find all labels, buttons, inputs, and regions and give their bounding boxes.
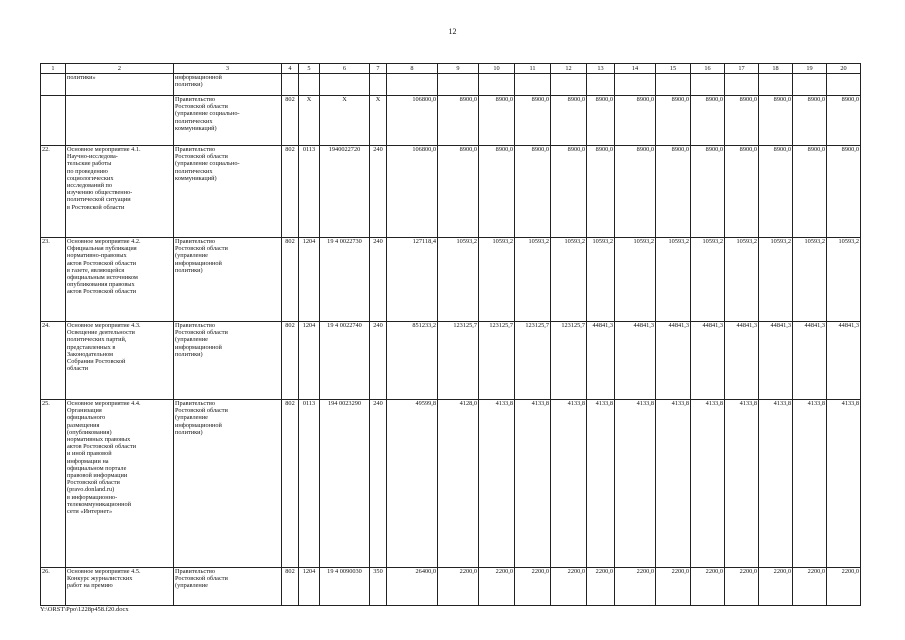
amount-cell [615, 238, 656, 322]
amount-cell-text: 2200,0 [705, 568, 723, 575]
expense-type-cell [370, 96, 387, 146]
amount-cell-text: 44841,3 [592, 322, 613, 329]
amount-cell-text: 44841,3 [668, 322, 689, 329]
amount-cell-text: 10593,2 [633, 238, 654, 245]
amount-cell-text: 10593,2 [456, 238, 477, 245]
event-name-cell [66, 400, 174, 568]
ministry-code-cell [282, 400, 299, 568]
ministry-code-cell [282, 568, 299, 606]
amount-cell [387, 146, 438, 238]
amount-cell [793, 322, 827, 400]
amount-cell-text: 8900,0 [841, 96, 859, 103]
executor-cell-text: Правительство Ростовской области (управление информационной политики) [175, 322, 228, 358]
amount-cell-text: 851233,2 [412, 322, 436, 329]
expense-type-cell [370, 74, 387, 96]
target-article-cell-text: 19 4 0090030 [327, 568, 362, 575]
row-number-cell-text: 26. [42, 568, 50, 575]
ministry-code-cell-text: 802 [285, 322, 295, 329]
column-number-1: 1 [41, 64, 66, 74]
amount-cell-text: 10593,2 [702, 238, 723, 245]
amount-cell-text: 8900,0 [773, 96, 791, 103]
amount-cell [759, 96, 793, 146]
amount-cell-text: 10593,2 [838, 238, 859, 245]
amount-cell [725, 322, 759, 400]
amount-cell-text: 2200,0 [567, 568, 585, 575]
amount-cell [691, 238, 725, 322]
event-name-cell-text: Основное мероприятие 4.3. Освещение деятельности политических партий, представленных в Законодательном Собрании Ростовской области [67, 322, 141, 373]
expense-type-cell-text: 240 [373, 400, 383, 407]
section-code-cell [299, 96, 320, 146]
executor-cell [174, 238, 282, 322]
row-number-cell-text: 23. [42, 238, 50, 245]
target-article-cell-text: 194 0023290 [327, 400, 362, 407]
amount-cell [387, 322, 438, 400]
amount-cell [551, 238, 587, 322]
amount-cell-text: 8900,0 [567, 146, 585, 153]
amount-cell [725, 400, 759, 568]
amount-cell [827, 96, 861, 146]
event-name-cell [66, 146, 174, 238]
amount-cell [691, 568, 725, 606]
amount-cell [827, 400, 861, 568]
amount-cell-text: 10593,2 [492, 238, 513, 245]
event-name-cell [66, 238, 174, 322]
amount-cell [551, 96, 587, 146]
event-name-cell-text: Основное мероприятие 4.2. Официальная публикация нормативно-правовых актов Ростовской области в газете, являющейся официальным источником опубликования правовых актов Ростовской области [67, 238, 141, 296]
amount-cell-text: 8900,0 [636, 146, 654, 153]
amount-cell [827, 74, 861, 96]
amount-cell [587, 400, 615, 568]
amount-cell [551, 400, 587, 568]
section-code-cell [299, 146, 320, 238]
event-name-cell [66, 96, 174, 146]
amount-cell [551, 322, 587, 400]
section-code-cell-text: 1204 [302, 238, 316, 245]
amount-cell [479, 74, 515, 96]
amount-cell [656, 146, 691, 238]
target-article-cell-text: X [342, 96, 347, 103]
row-number-cell [41, 146, 66, 238]
amount-cell-text: 4133,8 [595, 400, 613, 407]
executor-cell [174, 96, 282, 146]
amount-cell [793, 400, 827, 568]
amount-cell-text: 4133,8 [495, 400, 513, 407]
amount-cell-text: 8900,0 [705, 146, 723, 153]
amount-cell-text: 44841,3 [838, 322, 859, 329]
amount-cell-text: 44841,3 [633, 322, 654, 329]
amount-cell-text: 8900,0 [739, 96, 757, 103]
amount-cell [725, 146, 759, 238]
column-number-row [41, 64, 861, 74]
ministry-code-cell [282, 322, 299, 400]
amount-cell-text: 123125,7 [453, 322, 477, 329]
amount-cell-text: 8900,0 [459, 146, 477, 153]
amount-cell [515, 400, 551, 568]
section-code-cell-text: 0113 [302, 400, 316, 407]
amount-cell-text: 4133,8 [705, 400, 723, 407]
amount-cell [515, 146, 551, 238]
amount-cell-text: 8900,0 [459, 96, 477, 103]
amount-cell [725, 74, 759, 96]
expense-type-cell-text: 240 [373, 238, 383, 245]
amount-cell-text: 8900,0 [495, 146, 513, 153]
amount-cell-text: 8900,0 [739, 146, 757, 153]
amount-cell [479, 238, 515, 322]
column-number-16: 16 [691, 64, 725, 74]
amount-cell-text: 8900,0 [531, 96, 549, 103]
column-number-13: 13 [587, 64, 615, 74]
amount-cell-text: 10593,2 [736, 238, 757, 245]
amount-cell [793, 568, 827, 606]
amount-cell-text: 8900,0 [807, 146, 825, 153]
amount-cell [587, 74, 615, 96]
amount-cell-text: 123125,7 [561, 322, 585, 329]
amount-cell-text: 10593,2 [668, 238, 689, 245]
amount-cell-text: 10593,2 [528, 238, 549, 245]
column-number-2: 2 [66, 64, 174, 74]
amount-cell [551, 74, 587, 96]
amount-cell [515, 74, 551, 96]
event-name-cell-text: Основное мероприятие 4.4. Организация официального размещения (опубликования) нормативных правовых актов Ростовской области и иной правовой информации на официальном портале правовой информации Ростовской области (pravo.donland.ru) в информационно- телекоммуникационной сети «Интернет» [67, 400, 141, 516]
target-article-cell [320, 568, 370, 606]
amount-cell-text: 106800,0 [412, 96, 436, 103]
amount-cell-text: 4133,8 [567, 400, 585, 407]
amount-cell [691, 400, 725, 568]
column-number-8: 8 [387, 64, 438, 74]
section-code-cell-text: 1204 [302, 322, 316, 329]
target-article-cell-text: 19 4 0022740 [327, 322, 362, 329]
section-code-cell [299, 74, 320, 96]
expense-type-cell-text: 350 [373, 568, 383, 575]
amount-cell-text: 4133,8 [841, 400, 859, 407]
amount-cell-text: 44841,3 [804, 322, 825, 329]
ministry-code-cell-text: 802 [285, 400, 295, 407]
amount-cell-text: 123125,7 [489, 322, 513, 329]
amount-cell [387, 74, 438, 96]
amount-cell [387, 96, 438, 146]
executor-cell [174, 568, 282, 606]
amount-cell-text: 106800,0 [412, 146, 436, 153]
amount-cell-text: 4133,8 [739, 400, 757, 407]
amount-cell-text: 44841,3 [702, 322, 723, 329]
executor-cell [174, 146, 282, 238]
event-name-cell-text: Основное мероприятие 4.5. Конкурс журналистских работ на премию [67, 568, 141, 590]
ministry-code-cell-text: 802 [285, 568, 295, 575]
column-number-10: 10 [479, 64, 515, 74]
amount-cell [827, 322, 861, 400]
ministry-code-cell [282, 146, 299, 238]
ministry-code-cell-text: 802 [285, 238, 295, 245]
page-number: 12 [448, 27, 457, 36]
amount-cell [479, 568, 515, 606]
amount-cell-text: 49599,8 [415, 400, 436, 407]
ministry-code-cell [282, 96, 299, 146]
amount-cell [615, 322, 656, 400]
event-name-cell [66, 568, 174, 606]
amount-cell-text: 2200,0 [773, 568, 791, 575]
target-article-cell [320, 322, 370, 400]
amount-cell-text: 8900,0 [595, 146, 613, 153]
amount-cell [438, 568, 479, 606]
executor-cell [174, 74, 282, 96]
amount-cell [615, 96, 656, 146]
target-article-cell [320, 238, 370, 322]
amount-cell-text: 8900,0 [595, 96, 613, 103]
table-row [41, 146, 861, 238]
amount-cell [551, 568, 587, 606]
column-number-18: 18 [759, 64, 793, 74]
amount-cell-text: 26400,0 [415, 568, 436, 575]
amount-cell [725, 238, 759, 322]
amount-cell [438, 322, 479, 400]
amount-cell-text: 44841,3 [736, 322, 757, 329]
amount-cell [515, 96, 551, 146]
event-name-cell-text: политики» [67, 74, 96, 81]
column-number-7: 7 [370, 64, 387, 74]
amount-cell [827, 146, 861, 238]
amount-cell [656, 96, 691, 146]
column-number-4: 4 [282, 64, 299, 74]
amount-cell-text: 2200,0 [841, 568, 859, 575]
expense-type-cell [370, 146, 387, 238]
amount-cell [587, 568, 615, 606]
target-article-cell [320, 96, 370, 146]
amount-cell-text: 8900,0 [705, 96, 723, 103]
section-code-cell-text: X [306, 96, 312, 103]
budget-table [40, 63, 861, 606]
executor-cell [174, 322, 282, 400]
amount-cell [759, 322, 793, 400]
amount-cell-text: 2200,0 [807, 568, 825, 575]
amount-cell [725, 96, 759, 146]
executor-cell-text: Правительство Ростовской области (управление информационной политики) [175, 400, 228, 436]
table-row [41, 400, 861, 568]
amount-cell-text: 123125,7 [525, 322, 549, 329]
amount-cell-text: 8900,0 [773, 146, 791, 153]
row-number-cell-text: 25. [42, 400, 50, 407]
amount-cell [691, 322, 725, 400]
amount-cell-text: 8900,0 [807, 96, 825, 103]
target-article-cell-text: 1940022720 [328, 146, 361, 153]
amount-cell [656, 322, 691, 400]
column-number-3: 3 [174, 64, 282, 74]
amount-cell [587, 96, 615, 146]
amount-cell [515, 322, 551, 400]
amount-cell-text: 10593,2 [564, 238, 585, 245]
event-name-cell-text: Основное мероприятие 4.1. Научно-исследова- тельские работы по проведению социологических исследований по изучению общественно- политической ситуации в Ростовской области [67, 146, 141, 211]
amount-cell-text: 4133,8 [671, 400, 689, 407]
amount-cell [587, 322, 615, 400]
expense-type-cell [370, 568, 387, 606]
amount-cell [793, 146, 827, 238]
row-number-cell [41, 322, 66, 400]
amount-cell-text: 4133,8 [773, 400, 791, 407]
column-number-19: 19 [793, 64, 827, 74]
row-number-cell [41, 568, 66, 606]
amount-cell-text: 4133,8 [531, 400, 549, 407]
table-row [41, 74, 861, 96]
amount-cell [793, 74, 827, 96]
amount-cell-text: 2200,0 [636, 568, 654, 575]
executor-cell-text: информационной политики) [175, 74, 222, 89]
target-article-cell [320, 146, 370, 238]
amount-cell [827, 238, 861, 322]
column-number-15: 15 [656, 64, 691, 74]
amount-cell [691, 96, 725, 146]
amount-cell [479, 400, 515, 568]
section-code-cell [299, 568, 320, 606]
amount-cell [759, 146, 793, 238]
amount-cell-text: 2200,0 [595, 568, 613, 575]
amount-cell [656, 238, 691, 322]
amount-cell [793, 238, 827, 322]
column-number-11: 11 [515, 64, 551, 74]
amount-cell-text: 8900,0 [567, 96, 585, 103]
expense-type-cell [370, 400, 387, 568]
ministry-code-cell-text: 802 [285, 96, 295, 103]
amount-cell [438, 74, 479, 96]
column-number-17: 17 [725, 64, 759, 74]
amount-cell-text: 2200,0 [739, 568, 757, 575]
target-article-cell [320, 74, 370, 96]
target-article-cell [320, 400, 370, 568]
amount-cell-text: 8900,0 [495, 96, 513, 103]
ministry-code-cell-text: 802 [285, 146, 295, 153]
column-number-6: 6 [320, 64, 370, 74]
amount-cell [656, 74, 691, 96]
amount-cell [759, 400, 793, 568]
amount-cell [387, 568, 438, 606]
amount-cell [438, 238, 479, 322]
amount-cell [656, 400, 691, 568]
amount-cell [479, 322, 515, 400]
amount-cell-text: 10593,2 [804, 238, 825, 245]
row-number-cell [41, 238, 66, 322]
amount-cell [759, 238, 793, 322]
row-number-cell [41, 96, 66, 146]
amount-cell-text: 127118,4 [412, 238, 436, 245]
amount-cell-text: 2200,0 [459, 568, 477, 575]
table-row [41, 238, 861, 322]
amount-cell-text: 44841,3 [770, 322, 791, 329]
amount-cell-text: 2200,0 [495, 568, 513, 575]
amount-cell-text: 8900,0 [531, 146, 549, 153]
column-number-14: 14 [615, 64, 656, 74]
amount-cell [656, 568, 691, 606]
amount-cell [691, 146, 725, 238]
amount-cell-text: 4133,8 [807, 400, 825, 407]
amount-cell-text: 4133,8 [636, 400, 654, 407]
executor-cell-text: Правительство Ростовской области (управление социально- политических коммуникаций) [175, 96, 240, 132]
amount-cell [615, 74, 656, 96]
section-code-cell [299, 400, 320, 568]
ministry-code-cell [282, 74, 299, 96]
amount-cell [438, 146, 479, 238]
row-number-cell-text: 24. [42, 322, 50, 329]
target-article-cell-text: 19 4 0022730 [327, 238, 362, 245]
executor-cell-text: Правительство Ростовской области (управление [175, 568, 228, 590]
ministry-code-cell [282, 238, 299, 322]
amount-cell [759, 568, 793, 606]
amount-cell [615, 568, 656, 606]
column-number-20: 20 [827, 64, 861, 74]
amount-cell [759, 74, 793, 96]
amount-cell-text: 8900,0 [671, 146, 689, 153]
event-name-cell [66, 74, 174, 96]
expense-type-cell [370, 322, 387, 400]
expense-type-cell [370, 238, 387, 322]
amount-cell-text: 2200,0 [531, 568, 549, 575]
amount-cell [551, 146, 587, 238]
amount-cell-text: 10593,2 [592, 238, 613, 245]
amount-cell [615, 146, 656, 238]
amount-cell-text: 8900,0 [671, 96, 689, 103]
amount-cell [438, 96, 479, 146]
section-code-cell [299, 238, 320, 322]
amount-cell [725, 568, 759, 606]
column-number-12: 12 [551, 64, 587, 74]
amount-cell [793, 96, 827, 146]
amount-cell [587, 146, 615, 238]
executor-cell-text: Правительство Ростовской области (управление социально- политических коммуникаций) [175, 146, 240, 182]
section-code-cell-text: 0113 [302, 146, 316, 153]
amount-cell-text: 2200,0 [671, 568, 689, 575]
expense-type-cell-text: 240 [373, 322, 383, 329]
column-number-9: 9 [438, 64, 479, 74]
amount-cell [615, 400, 656, 568]
amount-cell [515, 568, 551, 606]
amount-cell [387, 238, 438, 322]
amount-cell [387, 400, 438, 568]
amount-cell-text: 4128,0 [459, 400, 477, 407]
row-number-cell-text: 22. [42, 146, 50, 153]
amount-cell [587, 238, 615, 322]
amount-cell [479, 146, 515, 238]
expense-type-cell-text: X [375, 96, 381, 103]
expense-type-cell-text: 240 [373, 146, 383, 153]
amount-cell-text: 10593,2 [770, 238, 791, 245]
file-path-footer: Y:\ORST\Ppo\1228p458.f20.docx [40, 606, 129, 613]
section-code-cell-text: 1204 [302, 568, 316, 575]
amount-cell-text: 8900,0 [841, 146, 859, 153]
amount-cell [691, 74, 725, 96]
amount-cell [515, 238, 551, 322]
table-row [41, 568, 861, 606]
table-row [41, 322, 861, 400]
section-code-cell [299, 322, 320, 400]
row-number-cell [41, 400, 66, 568]
executor-cell [174, 400, 282, 568]
event-name-cell [66, 322, 174, 400]
executor-cell-text: Правительство Ростовской области (управление информационной политики) [175, 238, 228, 274]
table-row [41, 96, 861, 146]
column-number-5: 5 [299, 64, 320, 74]
amount-cell-text: 8900,0 [636, 96, 654, 103]
amount-cell [827, 568, 861, 606]
amount-cell [479, 96, 515, 146]
row-number-cell [41, 74, 66, 96]
amount-cell [438, 400, 479, 568]
